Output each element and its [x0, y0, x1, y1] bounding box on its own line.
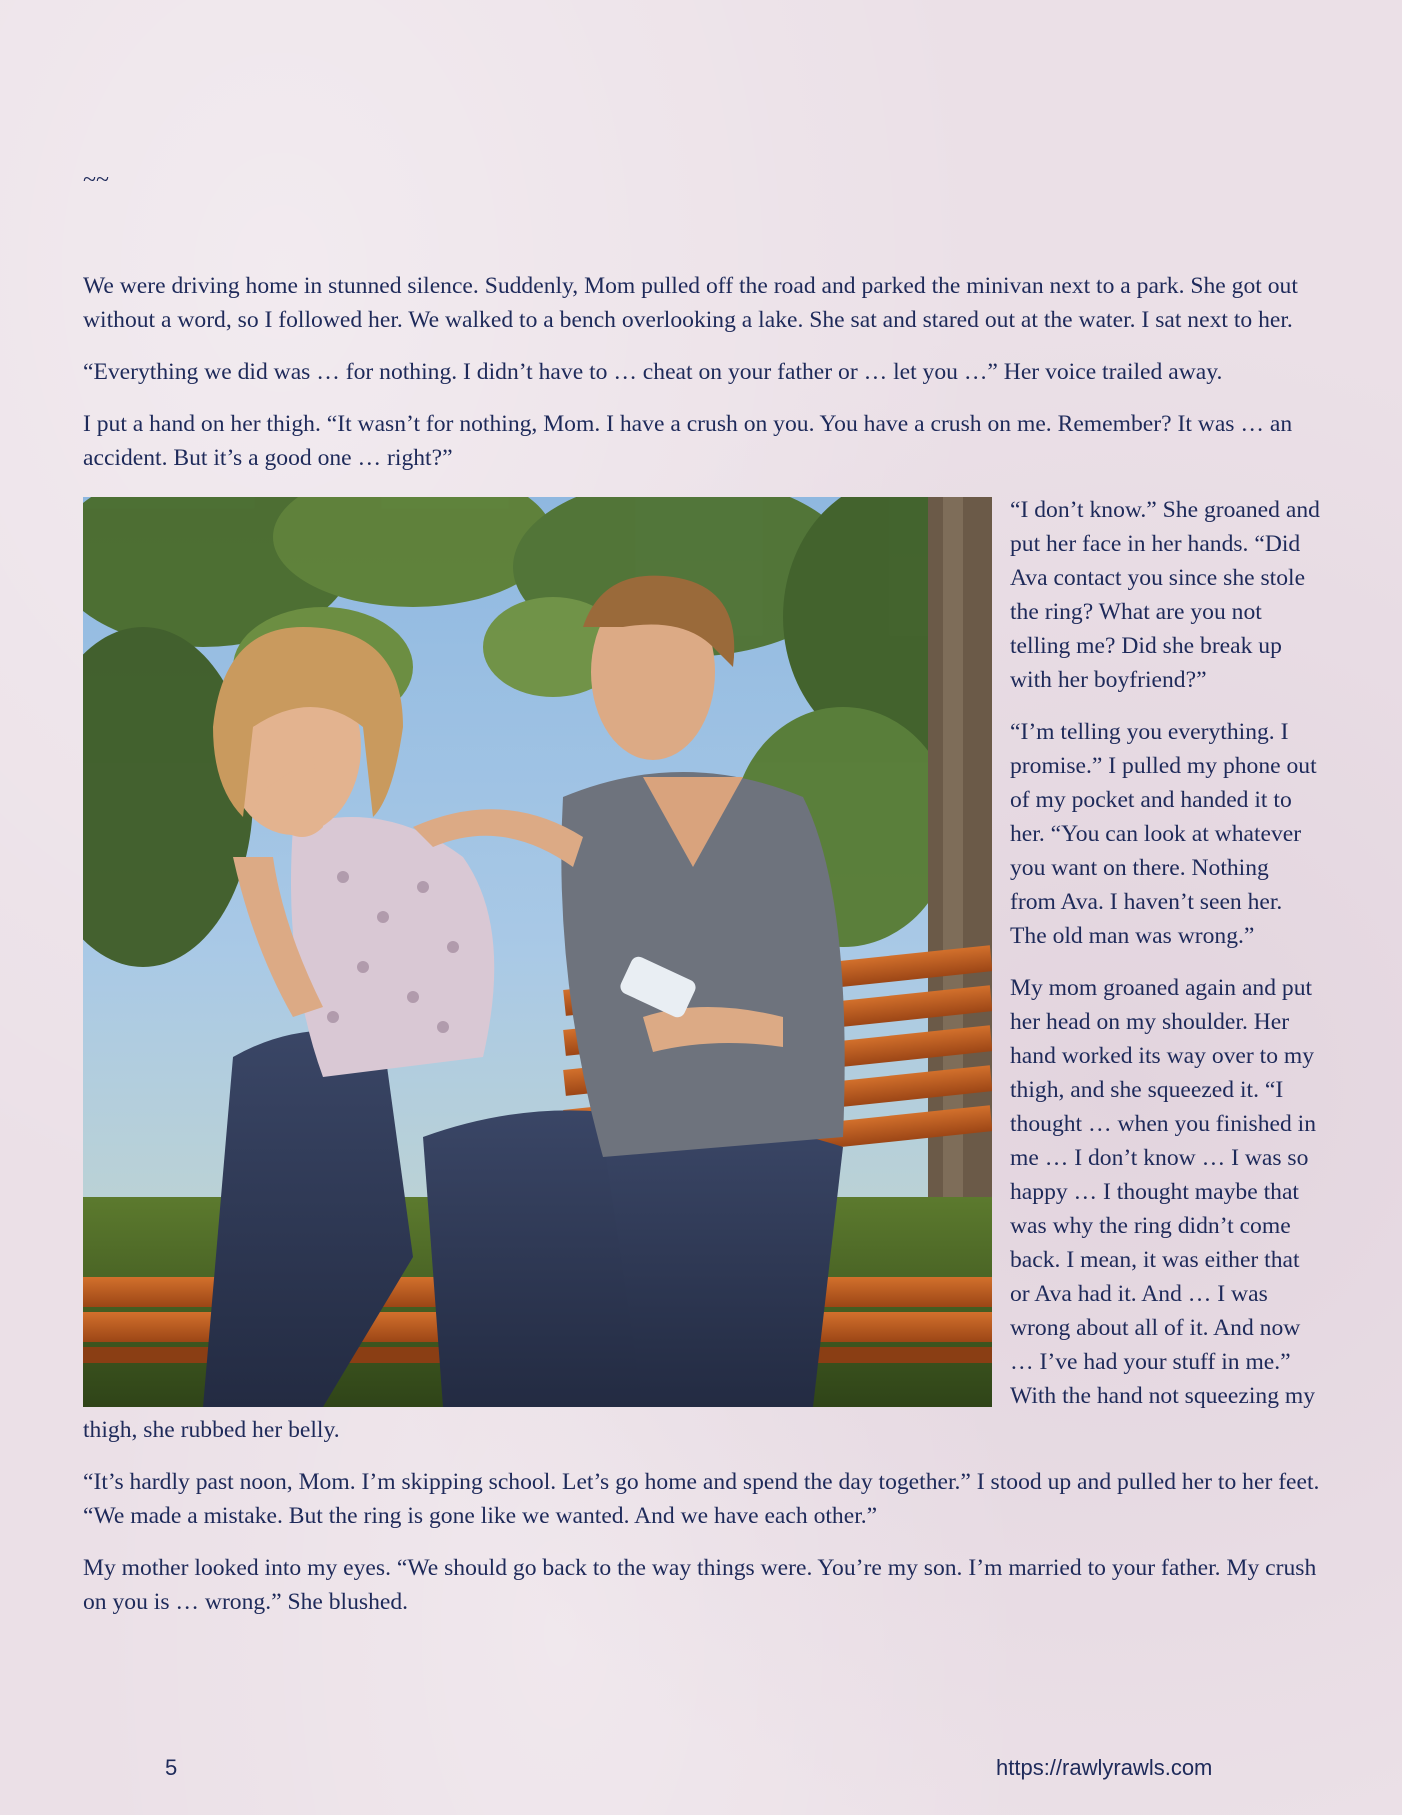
- paragraph: My mom groaned again and put her head on my shoulder. Her hand worked its way over to my thigh, and she squeezed it. “I thought … when you finished in me … I don’t know … I was so happy … I thought maybe that was why the ring didn’t come back. I mean, it was either that or Ava had it. And … I was wrong about all of it. And now … I’ve had your stuff in me.” With the hand not squeezing my thigh, she rubbed her belly.: [83, 975, 1317, 1443]
- paragraph: My mother looked into my eyes. “We should go back to the way things were. You’re my son. I’m married to your father. My crush on you is … wrong.” She blushed.: [83, 1555, 1317, 1615]
- paragraph: I put a hand on her thigh. “It wasn’t for nothing, Mom. I have a crush on you. You have a crush on me. Remember? It was … an accident. But it’s a good one … right?”: [83, 411, 1293, 471]
- scene-separator: ~~: [83, 167, 109, 193]
- paragraph: We were driving home in stunned silence. Suddenly, Mom pulled off the road and parked the minivan next to a park. She got out without a word, so I followed her. We walked to a bench overlooking a lake. She sat and stared out at the water. I sat next to her.: [83, 273, 1298, 333]
- page-number: 5: [165, 1755, 178, 1780]
- story-text: [83, 269, 1320, 1637]
- footer-url: https://rawlyrawls.com: [996, 1755, 1213, 1780]
- paragraph: “It’s hardly past noon, Mom. I’m skipping school. Let’s go home and spend the day together.” I stood up and pulled her to her feet. “We made a mistake. But the ring is gone like we wanted. And we have each other.”: [83, 1469, 1320, 1529]
- illustration-bench-scene: [83, 497, 992, 1407]
- paragraph: “I don’t know.” She groaned and put her face in her hands. “Did Ava contact you since she stole the ring? What are you not telling me? Did she break up with her boyfriend?”: [1010, 497, 1320, 693]
- paragraph: “Everything we did was … for nothing. I didn’t have to … cheat on your father or … let you …” Her voice trailed away.: [83, 359, 1223, 385]
- paragraph: “I’m telling you everything. I promise.” I pulled my phone out of my pocket and handed it to her. “You can look at whatever you want on there. Nothing from Ava. I haven’t seen her. The old man was wrong.”: [1010, 719, 1317, 949]
